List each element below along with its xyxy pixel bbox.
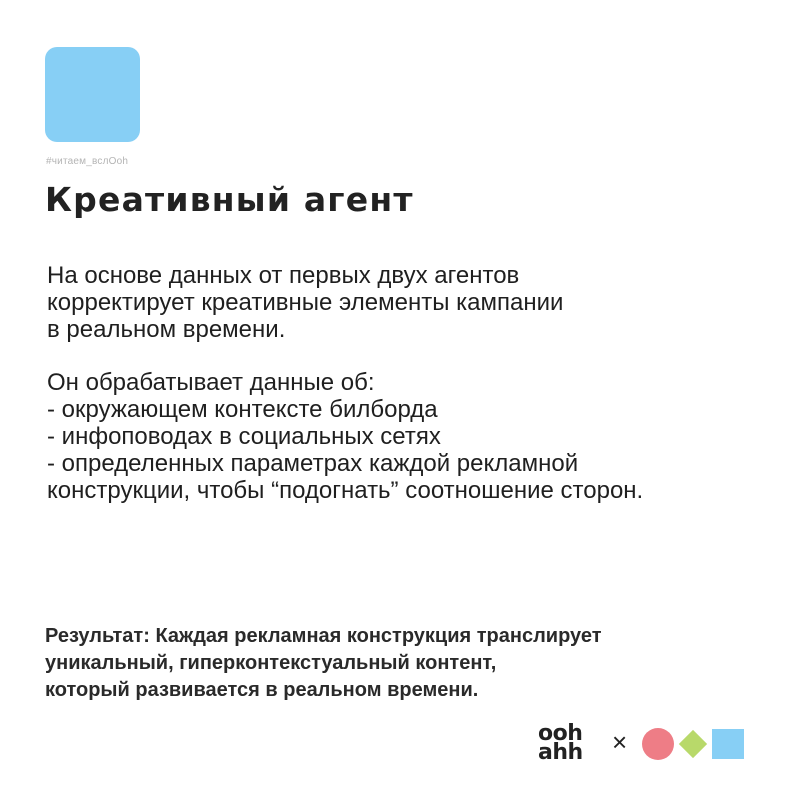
partner-square-icon <box>712 729 744 759</box>
intro-line: На основе данных от первых двух агентов <box>47 262 520 289</box>
list-item: конструкции, чтобы “подогнать” соотношение сторон. <box>47 477 644 504</box>
intro-paragraph <box>47 262 767 343</box>
list-heading: Он обрабатывает данные об: <box>47 369 375 396</box>
intro-line: в реальном времени. <box>47 316 286 343</box>
collab-cross-icon: × <box>612 727 628 757</box>
list-item: - определенных параметрах каждой рекламной <box>47 450 579 477</box>
list-item: - окружающем контексте билборда <box>47 396 438 423</box>
result-line: уникальный, гиперконтекстуальный контент, <box>45 652 497 674</box>
partner-circle-icon <box>642 728 674 760</box>
result-line: Результат: Каждая рекламная конструкция транслирует <box>45 625 602 647</box>
hashtag-label: #читаем_вслOoh <box>46 156 129 167</box>
list-item: - инфоповодах в социальных сетях <box>47 423 441 450</box>
result-paragraph <box>45 623 745 704</box>
data-list <box>47 369 777 504</box>
intro-line: корректирует креативные элементы кампании <box>47 289 564 316</box>
partner-diamond-icon <box>679 730 707 758</box>
page-title: Креативный агент <box>45 180 414 219</box>
logo-line: ooh <box>538 721 583 746</box>
decorative-blue-square <box>45 47 140 142</box>
result-line: который развивается в реальном времени. <box>45 679 479 701</box>
ooh-ahh-logo <box>538 721 583 765</box>
logo-line: ahh <box>538 740 583 765</box>
